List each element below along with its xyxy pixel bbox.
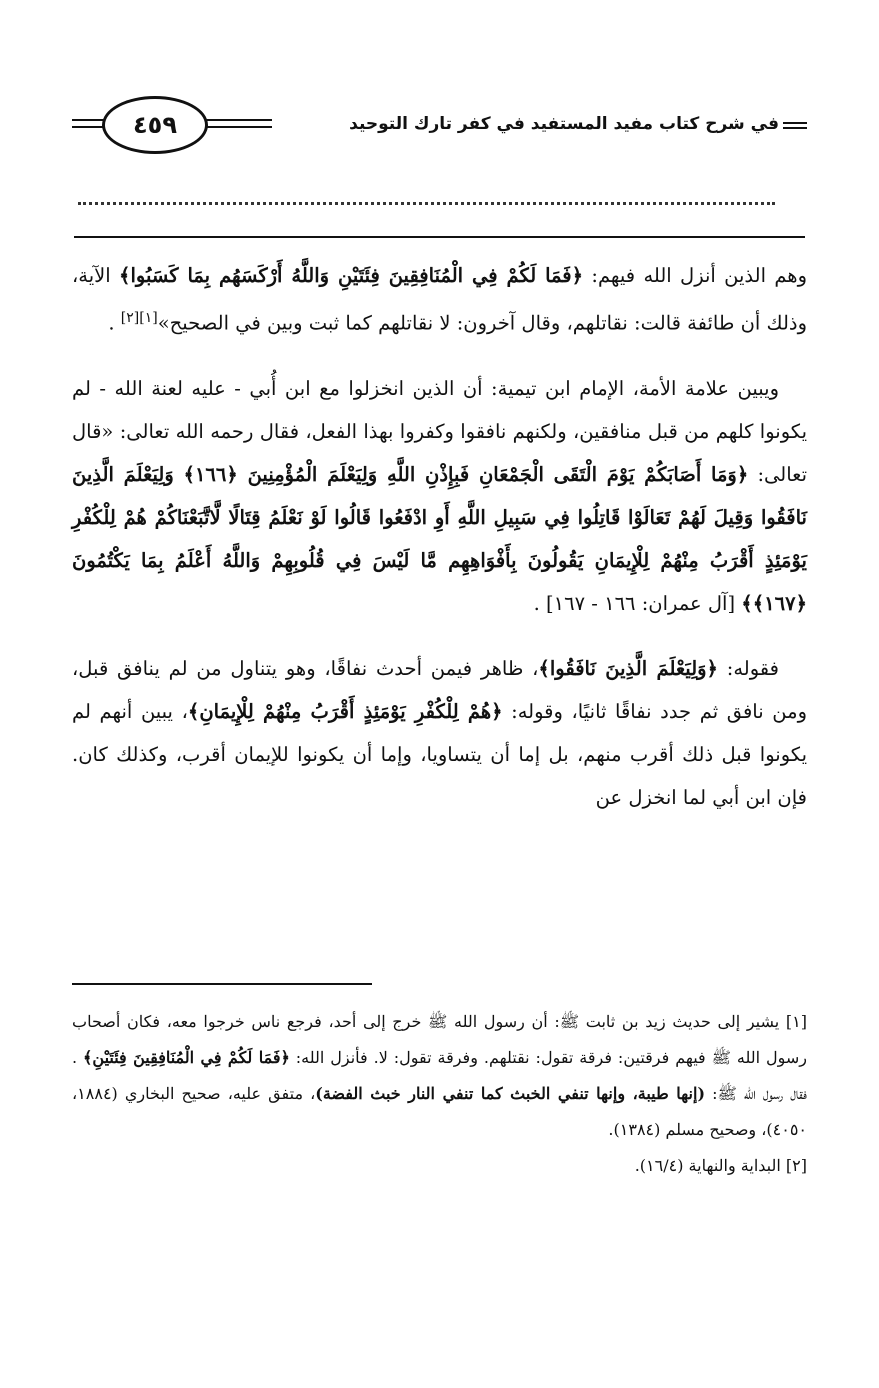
quran-verse-2: ﴿وَمَا أَصَابَكُمْ يَوْمَ الْتَقَى الْجَمْعَانِ فَبِإِذْنِ اللَّهِ وَلِيَعْلَمَ الْمُؤْمِنِينَ ﴿١٦٦﴾ وَلِيَعْلَمَ الَّذِينَ نَافَقُوا وَقِيلَ لَهُمْ تَعَالَوْا قَاتِلُوا فِي سَبِيلِ اللَّهِ أَوِ ادْفَعُوا قَالُوا لَوْ نَعْلَمُ قِتَالًا لَّاتَّبَعْنَاكُمْ هُمْ لِلْكُفْرِ يَوْمَئِذٍ أَقْرَبُ مِنْهُمْ لِلْإِيمَانِ يَقُولُونَ بِأَفْوَاهِهِم مَّا لَيْسَ فِي قُلُوبِهِمْ وَاللَّهُ أَعْلَمُ بِمَا يَكْتُمُونَ ﴿١٦٧﴾﴾ [72,462,807,615]
page-number-badge: ٤٥٩ [102,96,208,154]
footnote-1 [72,1004,807,1148]
quran-verse-3: ﴿وَلِيَعْلَمَ الَّذِينَ نَافَقُوا﴾ [538,656,718,680]
paragraph-1 [72,254,807,345]
footnote-1-verse: ﴿فَمَا لَكُمْ فِي الْمُنَافِقِينَ فِئَتَيْنِ﴾ [83,1048,290,1067]
running-header-title: في شرح كتاب مفيد المستفيد في كفر تارك التوحيد [349,114,779,134]
footnote-reference: [١][٢] [120,310,158,326]
paragraph-2-text-2: [آل عمران: ١٦٦ - ١٦٧] . [533,591,742,615]
paragraph-1-text-1: وهم الذين أنزل الله فيهم: [583,264,808,287]
quran-verse-4: ﴿هُمْ لِلْكُفْرِ يَوْمَئِذٍ أَقْرَبُ مِنْهُمْ لِلْإِيمَانِ﴾ [187,699,503,723]
top-divider [74,236,805,238]
footnote-1-hadith: (إنها طيبة، وإنها تنفي الخبث كما تنفي النار خبث الفضة) [315,1084,706,1103]
footnotes [72,1004,807,1184]
paragraph-3-text-3: ، يبين أنهم لم يكونوا قبل ذلك أقرب منهم، بل إما أن يتساويا، وإما أن يكونوا للإيمان أقرب، وكذلك كان. فإن ابن أبي لما انخزل عن [72,699,807,809]
paragraph-1-text-3: . [108,311,121,335]
footnote-1-text-3: ، متفق عليه، صحيح البخاري (١٨٨٤، ٤٠٥٠)، وصحيح مسلم (١٣٨٤). [72,1084,807,1139]
main-text [72,254,807,841]
paragraph-1-text-2: الآية، وذلك أن طائفة قالت: نقاتلهم، وقال آخرون: لا نقاتلهم كما ثبت وبين في الصحيح» [72,264,807,335]
footnote-2 [72,1148,807,1184]
paragraph-2 [72,367,807,625]
paragraph-3-text-2: ، ظاهر فيمن أحدث نفاقًا، وهو يتناول من لم ينافق قبل، ومن نافق ثم جدد نفاقًا ثانيًا، وقوله: [72,656,807,723]
paragraph-3 [72,647,807,819]
header-rule-right [783,122,807,129]
paragraph-2-text-1: ويبين علامة الأمة، الإمام ابن تيمية: أن الذين انخزلوا مع ابن أُبي - عليه لعنة الله - لم يكونوا كلهم من قبل منافقين، ولكنهم نافقوا وكفروا بهذا الفعل، فقال رحمه الله تعالى: «قال تعالى: [72,376,807,486]
footnote-1-text-1: يشير إلى حديث زيد بن ثابت ﷺ: أن رسول الله ﷺ خرج إلى أحد، فرجع ناس خرجوا معه، فكان أصحاب رسول الله ﷺ فيهم فرقتين: فرقة تقول: نقتلهم. وفرقة تقول: لا. فأنزل الله: [72,1012,808,1067]
footnote-2-text: البداية والنهاية (١٦/٤). [634,1156,786,1175]
footnote-1-marker: [١] [785,1012,807,1031]
quran-verse-1: ﴿فَمَا لَكُمْ فِي الْمُنَافِقِينَ فِئَتَيْنِ وَاللَّهُ أَرْكَسَهُم بِمَا كَسَبُوا﴾ [119,264,584,287]
footnote-divider [72,983,372,985]
footnote-1-text-2: . فقال رسول الله ﷺ: [72,1048,807,1103]
paragraph-3-text-1: فقوله: [717,656,779,680]
footnote-2-marker: [٢] [785,1156,807,1175]
dotted-divider [78,202,775,205]
